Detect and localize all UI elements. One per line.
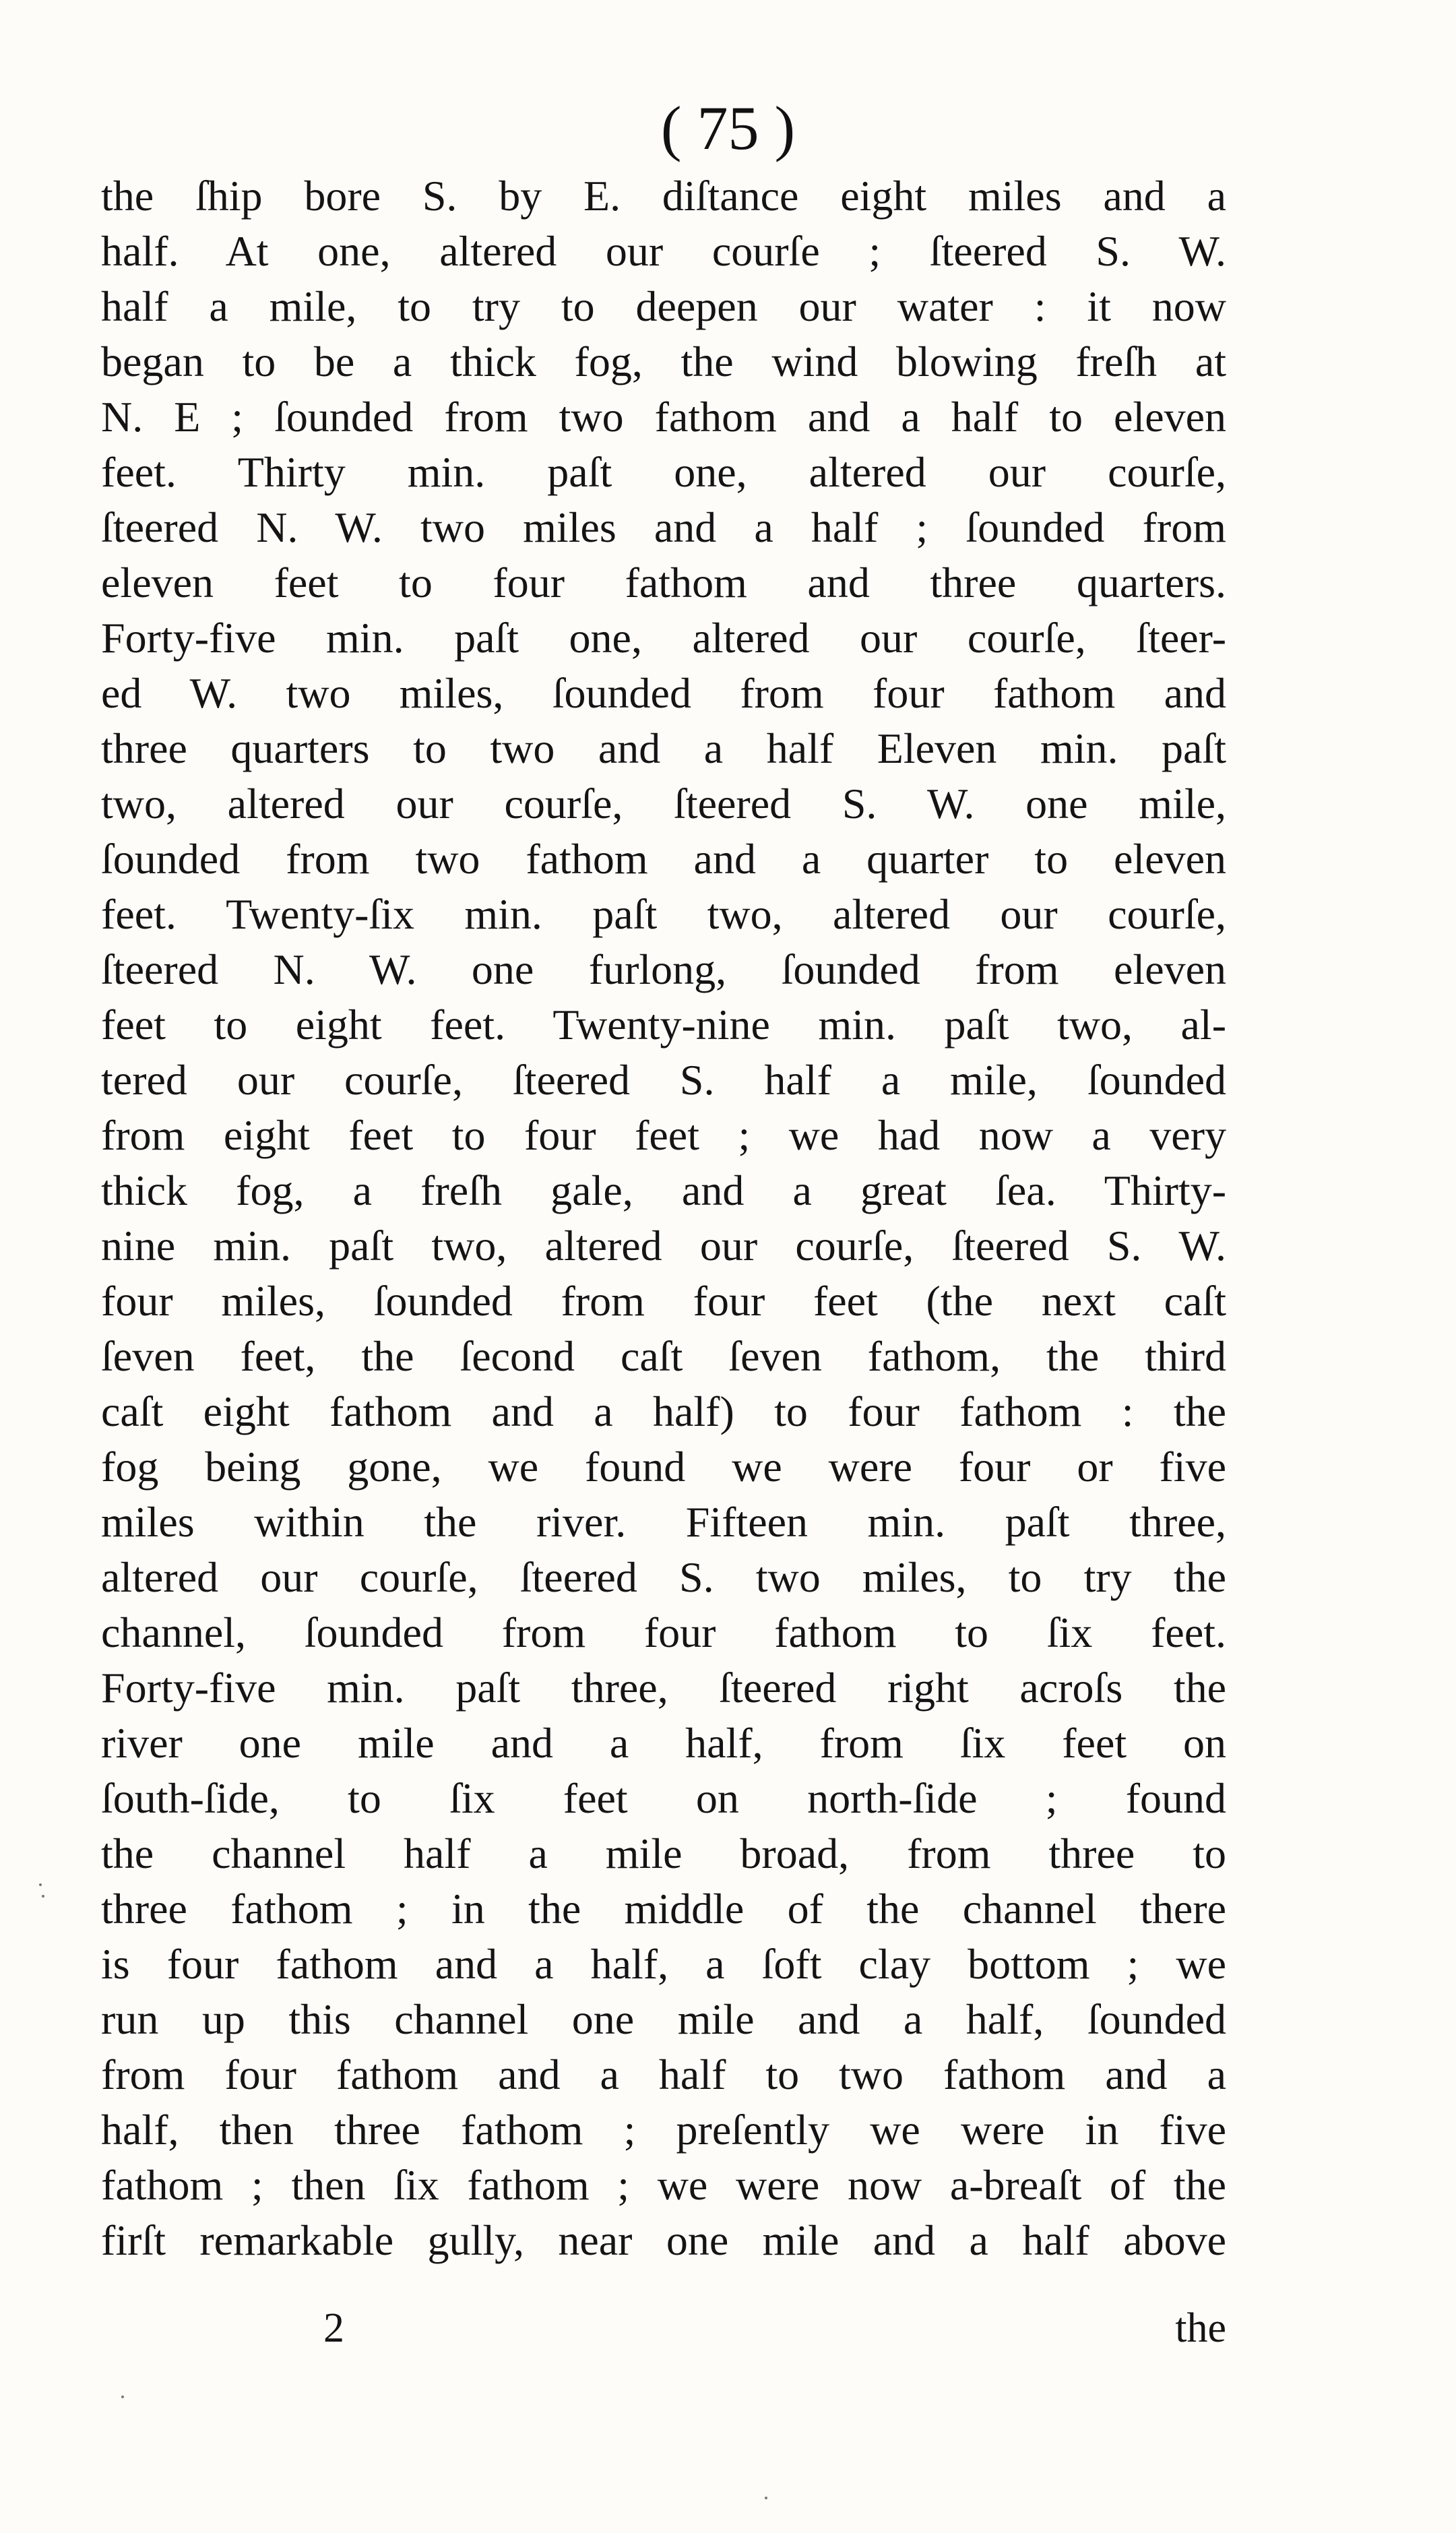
text-line: the ſhip bore S. by E. diſtance eight miles and a xyxy=(101,172,1226,220)
paper-speck xyxy=(42,1895,44,1898)
text-line: miles within the river. Fifteen min. paſt three, xyxy=(101,1498,1226,1546)
text-line: thick fog, a freſh gale, and a great ſea. Thirty- xyxy=(101,1166,1226,1214)
signature-mark: 2 xyxy=(323,2305,344,2351)
page-number: ( 75 ) xyxy=(660,94,796,162)
text-line: feet. Thirty min. paſt one, altered our courſe, xyxy=(101,448,1226,496)
text-line: began to be a thick fog, the wind blowing freſh at xyxy=(101,338,1226,385)
text-line: feet to eight feet. Twenty-nine min. paſt two, al- xyxy=(101,1001,1226,1049)
text-line: half a mile, to try to deepen our water : it now xyxy=(101,282,1226,330)
text-line: fathom ; then ſix fathom ; we were now a-breaſt of the xyxy=(101,2161,1226,2209)
text-line: firſt remarkable gully, near one mile and a half above xyxy=(101,2216,1226,2264)
text-line: two, altered our courſe, ſteered S. W. one mile, xyxy=(101,780,1226,827)
text-line: is four fathom and a half, a ſoft clay bottom ; we xyxy=(101,1940,1226,1988)
text-line: ed W. two miles, ſounded from four fathom and xyxy=(101,669,1226,717)
text-line: ſeven feet, the ſecond caſt ſeven fathom, the third xyxy=(101,1332,1226,1380)
body-text xyxy=(101,168,1226,2268)
text-line: ſteered N. W. two miles and a half ; ſounded from xyxy=(101,503,1226,551)
text-line: three fathom ; in the middle of the channel there xyxy=(101,1885,1226,1933)
text-line: channel, ſounded from four fathom to ſix feet. xyxy=(101,1608,1226,1656)
text-line: ſouth-ſide, to ſix feet on north-ſide ; found xyxy=(101,1774,1226,1822)
text-line: altered our courſe, ſteered S. two miles, to try the xyxy=(101,1553,1226,1601)
text-line: from four fathom and a half to two fathom and a xyxy=(101,2051,1226,2098)
text-line: four miles, ſounded from four feet (the next caſt xyxy=(101,1277,1226,1325)
text-line: tered our courſe, ſteered S. half a mile, ſounded xyxy=(101,1056,1226,1104)
text-line: from eight feet to four feet ; we had now a very xyxy=(101,1111,1226,1159)
text-line: ſounded from two fathom and a quarter to eleven xyxy=(101,835,1226,883)
text-line: river one mile and a half, from ſix feet on xyxy=(101,1719,1226,1767)
text-line: three quarters to two and a half Eleven min. paſt xyxy=(101,724,1226,772)
text-line: half. At one, altered our courſe ; ſteered S. W. xyxy=(101,227,1226,275)
text-line: fog being gone, we found we were four or five xyxy=(101,1443,1226,1491)
catchword: the xyxy=(1175,2305,1226,2351)
paper-speck xyxy=(121,2396,124,2398)
text-line: feet. Twenty-ſix min. paſt two, altered our courſe, xyxy=(101,890,1226,938)
paper-speck xyxy=(765,2497,767,2499)
text-line: nine min. paſt two, altered our courſe, ſteered S. W. xyxy=(101,1222,1226,1270)
text-line: Forty-five min. paſt one, altered our courſe, ſteer- xyxy=(101,614,1226,662)
text-line: the channel half a mile broad, from three to xyxy=(101,1830,1226,1877)
text-line: Forty-five min. paſt three, ſteered right acroſs the xyxy=(101,1664,1226,1712)
text-line: eleven feet to four fathom and three quarters. xyxy=(101,559,1226,606)
text-line: caſt eight fathom and a half) to four fathom : the xyxy=(101,1387,1226,1435)
text-line: N. E ; ſounded from two fathom and a half to eleven xyxy=(101,393,1226,441)
text-line: run up this channel one mile and a half, ſounded xyxy=(101,1995,1226,2043)
text-line: half, then three fathom ; preſently we were in five xyxy=(101,2106,1226,2154)
page-footer xyxy=(101,2305,1226,2365)
text-line: ſteered N. W. one furlong, ſounded from eleven xyxy=(101,945,1226,993)
paper-speck xyxy=(39,1883,42,1886)
